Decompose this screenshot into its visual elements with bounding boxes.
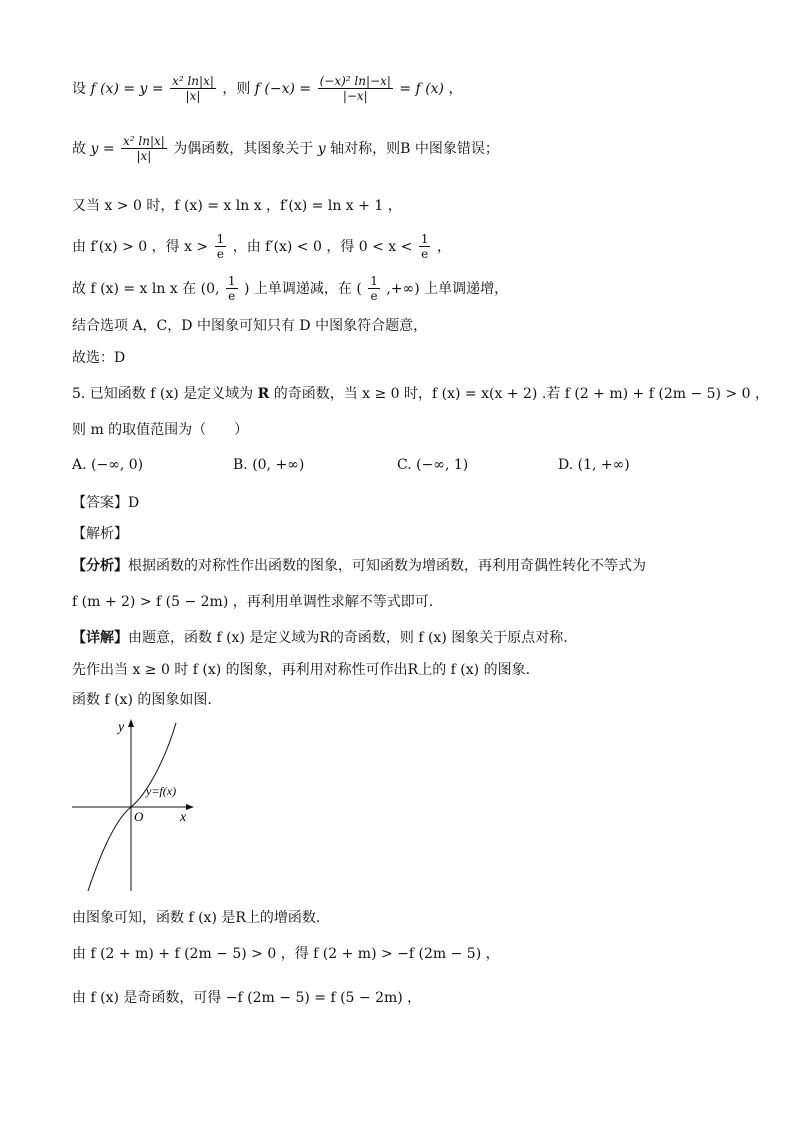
option-b: B. (0, +∞) — [233, 457, 305, 473]
option-a: A. (−∞, 0) — [72, 457, 144, 473]
xiangjie-text: 由题意，函数 f (x) 是定义域为R的奇函数，则 f (x) 图象关于原点对称. — [128, 630, 568, 646]
math-eq-fx: = f (x) — [399, 80, 445, 97]
fraction-3-den: |x| — [121, 148, 167, 163]
y-axis-label: y — [118, 720, 125, 735]
fraction-den: e — [215, 246, 227, 261]
math-fx-eq-y: f (x) = y = — [90, 80, 164, 97]
fraction-num: 1 — [420, 232, 429, 246]
xiangjie-tag: 【详解】 — [72, 630, 128, 646]
text-comma: ， — [448, 80, 463, 97]
answer-line — [72, 495, 139, 512]
line-3: 又当 x > 0 时，f (x) = x ln x ，f′(x) = ln x + 1 ， — [72, 198, 402, 214]
text-l4-b: ，由 f′(x) < 0 ，得 0 < x < — [232, 238, 413, 255]
line-increasing: 由图象可知，函数 f (x) 是R上的增函数. — [72, 910, 321, 926]
line-graph-caption: 函数 f (x) 的图象如图. — [72, 692, 212, 708]
origin-label: O — [134, 809, 144, 824]
fraction-den: e — [419, 246, 431, 261]
curve-label: y=f(x) — [146, 784, 177, 798]
fraction-num: 1 — [227, 274, 236, 288]
line-7: 故选：D — [72, 350, 126, 366]
text-l5-c: ,+∞) 上单调递增， — [386, 280, 509, 297]
y-axis-arrow-icon — [128, 719, 134, 727]
fenxi-tag: 【分析】 — [72, 558, 128, 574]
text-y-axis: y — [317, 140, 326, 157]
fraction-2 — [318, 74, 393, 104]
fenxi-line-2: f (m + 2) > f (5 − 2m) ，再利用单调性求解不等式即可. — [72, 594, 434, 610]
x-axis-arrow-icon — [186, 804, 194, 810]
fraction-one-over-e-2 — [419, 232, 431, 262]
fraction-1-num: x² ln|x| — [172, 74, 214, 88]
text-l4-c: ， — [436, 238, 451, 255]
x-axis-label: x — [180, 810, 187, 825]
option-d: D. (1, +∞) — [558, 457, 630, 473]
fraction-2-num: (−x)² ln|−x| — [319, 74, 391, 88]
text-even-function: 为偶函数，其图象关于 — [173, 140, 314, 157]
q5-text-a: 5. 已知函数 f (x) 是定义域为 — [72, 386, 258, 402]
line-6: 结合选项 A，C，D 中图象可知只有 D 中图象符合题意， — [72, 318, 428, 334]
question-5-line-2: 则 m 的取值范围为（ ） — [72, 422, 249, 438]
answer-value: D — [128, 495, 140, 511]
math-f-neg-x: f (−x) = — [254, 80, 312, 97]
math-y-eq: y = — [90, 140, 115, 157]
line-from-inequality: 由 f (2 + m) + f (2m − 5) > 0 ，得 f (2 + m) > −f (2m − 5) ， — [72, 946, 500, 962]
fraction-1-den: |x| — [170, 88, 216, 103]
text-b-wrong: 轴对称，则B 中图象错误； — [330, 140, 499, 157]
fraction-num: 1 — [370, 274, 378, 288]
fraction-1 — [170, 74, 216, 104]
text-ze: ，则 — [222, 80, 251, 97]
text-l5-a: 故 f (x) = x ln x 在 (0, — [72, 280, 220, 297]
function-graph — [70, 715, 200, 895]
fraction-3-num: x² ln|x| — [123, 134, 165, 148]
text-l5-b: ) 上单调递减，在 ( — [243, 280, 362, 297]
fenxi-line — [72, 558, 646, 575]
text-l4-a: 由 f′(x) > 0 ，得 x > — [72, 238, 209, 255]
q5-text-b: 的奇函数，当 x ≥ 0 时，f (x) = x(x + 2) .若 f (2 + m) + f (2m − 5) > 0 ， — [269, 386, 769, 402]
option-c: C. (−∞, 1) — [397, 457, 469, 473]
analysis-tag: 【解析】 — [72, 526, 128, 542]
fenxi-text: 根据函数的对称性作出函数的图象，可知函数为增函数，再利用奇偶性转化不等式为 — [128, 558, 646, 574]
line-first-graph: 先作出当 x ≥ 0 时 f (x) 的图象，再利用对称性可作出R上的 f (x) 的图象. — [72, 662, 531, 678]
fraction-2-den: |−x| — [318, 88, 393, 103]
fraction-3 — [121, 134, 167, 164]
fraction-one-over-e-1 — [215, 232, 227, 262]
xiangjie-line — [72, 630, 568, 647]
line-2 — [72, 134, 499, 164]
text-she: 设 — [72, 80, 86, 97]
answer-tag: 【答案】 — [72, 495, 128, 511]
fraction-one-over-e-3 — [226, 274, 238, 304]
question-5 — [72, 386, 769, 403]
line-4 — [72, 232, 451, 262]
line-odd-function: 由 f (x) 是奇函数，可得 −f (2m − 5) = f (5 − 2m) ， — [72, 990, 422, 1006]
fraction-den: e — [368, 288, 380, 303]
fraction-den: e — [226, 288, 238, 303]
text-gu: 故 — [72, 140, 86, 157]
line-5 — [72, 274, 508, 304]
line-1 — [72, 74, 462, 104]
fraction-num: 1 — [216, 232, 225, 246]
q5-real-set: R — [257, 386, 270, 402]
fraction-one-over-e-4 — [368, 274, 380, 304]
